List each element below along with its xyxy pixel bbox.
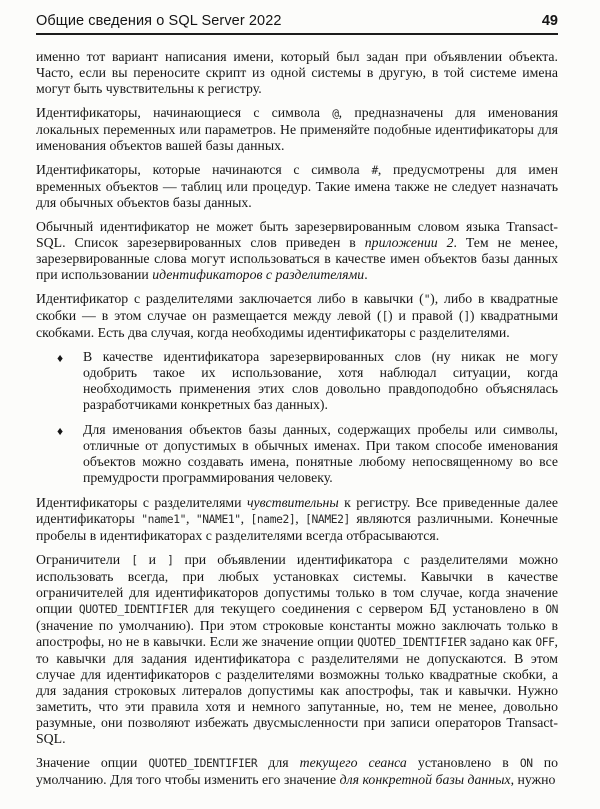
body-text: Ограничители	[36, 552, 132, 567]
diamond-bullet-icon: ♦	[57, 424, 64, 438]
body-text: ), либо в квадратные скобки — в этом случае он размещается между левой (	[36, 291, 558, 323]
inline-code: QUOTED_IDENTIFIER	[78, 603, 188, 616]
paragraph	[36, 291, 558, 341]
body-text: Для именования объектов базы данных, содержащих пробелы или символы, отличные от допустимых в обычных именах. При таком способе именования объектов можно создавать имена, понятные любому непосвященному во все премудрости программирования человеку.	[83, 422, 558, 485]
body-text: .	[364, 267, 368, 282]
inline-code: "	[423, 293, 431, 306]
inline-code: [name2]	[250, 513, 296, 526]
body-text: Идентификаторы, начинающиеся с символа	[36, 105, 333, 120]
page-number: 49	[541, 13, 558, 29]
bullet-item	[36, 349, 558, 413]
bullet-text	[83, 422, 558, 486]
inline-code: QUOTED_IDENTIFIER	[148, 757, 258, 770]
paragraph	[36, 755, 558, 788]
paragraph	[36, 105, 558, 154]
running-title: Общие сведения о SQL Server 2022	[36, 13, 282, 29]
paragraph	[36, 552, 558, 747]
emphasis-text: для конкретной базы данных	[339, 772, 511, 787]
inline-code: ]	[463, 310, 470, 323]
body-text: В качестве идентификатора зарезервированных слов (ну никак не могу одобрить такое их использование, хотя наблюдал ситуации, когда необходимость применения этих слов довольно правдоподобно объяснялась разработчиками конкретных баз данных).	[83, 349, 558, 412]
body-text: и	[137, 552, 168, 567]
body-text: ,	[240, 511, 251, 526]
inline-code: QUOTED_IDENTIFIER	[357, 636, 467, 649]
inline-code: #	[371, 164, 378, 177]
body-text: Идентификаторы с разделителями	[36, 495, 247, 510]
inline-code: "NAME1"	[195, 513, 241, 526]
inline-code: ON	[545, 603, 558, 616]
inline-code: @	[332, 107, 339, 120]
paragraph	[36, 495, 558, 544]
inline-code: ]	[167, 554, 174, 567]
bullet-item	[36, 422, 558, 486]
body-text: установлено в	[406, 755, 520, 770]
inline-code: [	[381, 310, 388, 323]
inline-code: "name1"	[141, 513, 187, 526]
body-text: Значение опции	[36, 755, 149, 770]
body-text: (значение по умолчанию). При этом строковые константы можно заключать только в апострофы, но не в кавычки. Если же значение опции	[36, 618, 558, 649]
emphasis-text: чувствительны	[246, 495, 339, 510]
emphasis-text: идентификаторов с разделителями	[152, 267, 365, 282]
inline-code: [	[131, 554, 138, 567]
body-text: при объявлении идентификатора с разделителями можно использовать всегда, при любых установках системы. Кавычки в качестве ограничителей для идентификаторов допустимы только в том случае, когда значение опции	[36, 552, 558, 616]
body-text: . Тем не менее, зарезервированные слова могут использоваться в качестве имен объектов базы данных при использовании	[36, 235, 559, 282]
body-text: Идентификаторы, которые начинаются с символа	[36, 162, 372, 177]
body-text: , то кавычки для задания идентификатора с разделителями не допускаются. В этом случае для идентификаторов с разделителями возможны только квадратные скобки, а для задания строковых литералов допустимы как апострофы, так и кавычки. Нужно заметить, что эти правила хотя и немного запутанные, но, тем не менее, довольно разумные, они позволяют избежать двусмысленности при записи операторов Transact-SQL.	[36, 634, 558, 746]
diamond-bullet-icon: ♦	[57, 351, 64, 365]
body-text: для	[257, 755, 300, 770]
body-text: , предназначены для именования локальных переменных или параметров. Не применяйте подобные идентификаторы для именования объектов вашей базы данных.	[36, 105, 558, 153]
page-content	[36, 49, 558, 788]
body-text: Идентификатор с разделителями заключается либо в кавычки (	[36, 291, 424, 306]
body-text: ) и правой (	[387, 308, 464, 323]
body-text: ,	[186, 511, 196, 526]
body-text: являются различными. Конечные пробелы в идентификаторах с разделителями всегда отбрасываются.	[36, 511, 558, 543]
emphasis-text: текущего сеанса	[299, 755, 407, 770]
body-text: ,	[295, 511, 306, 526]
inline-code: ON	[519, 757, 533, 770]
body-text: , предусмотрены для имен временных объектов — таблиц или процедур. Такие имена также не следует назначать для обычных объектов базы данных.	[36, 162, 558, 210]
inline-code: [NAME2]	[305, 513, 350, 526]
paragraph	[36, 219, 558, 283]
body-text: для текущего соединения с сервером БД установлено в	[187, 601, 546, 616]
paragraph	[36, 162, 558, 211]
bullet-text	[83, 349, 558, 413]
body-text: к регистру. Все приведенные далее идентификаторы	[36, 495, 558, 526]
page-header	[36, 13, 558, 35]
paragraph	[36, 49, 558, 97]
body-text: Обычный идентификатор не может быть зарезервированным словом языка Transact-SQL. Список зарезервированных слов приведен в	[36, 219, 558, 250]
emphasis-text: приложении 2	[364, 235, 454, 250]
body-text: по умолчанию. Для того чтобы изменить его значение	[36, 755, 558, 787]
inline-code: OFF	[535, 636, 555, 649]
body-text: ) квадратными скобками. Есть два случая, когда необходимы идентификаторы с разделителями.	[36, 308, 559, 340]
body-text: , нужно	[510, 772, 556, 787]
body-text: именно тот вариант написания имени, который был задан при объявлении объекта. Часто, если вы переносите скрипт из одной системы в другую, в той системе имена могут быть чувствительны к регистру.	[36, 49, 558, 96]
body-text: задано как	[466, 634, 536, 649]
